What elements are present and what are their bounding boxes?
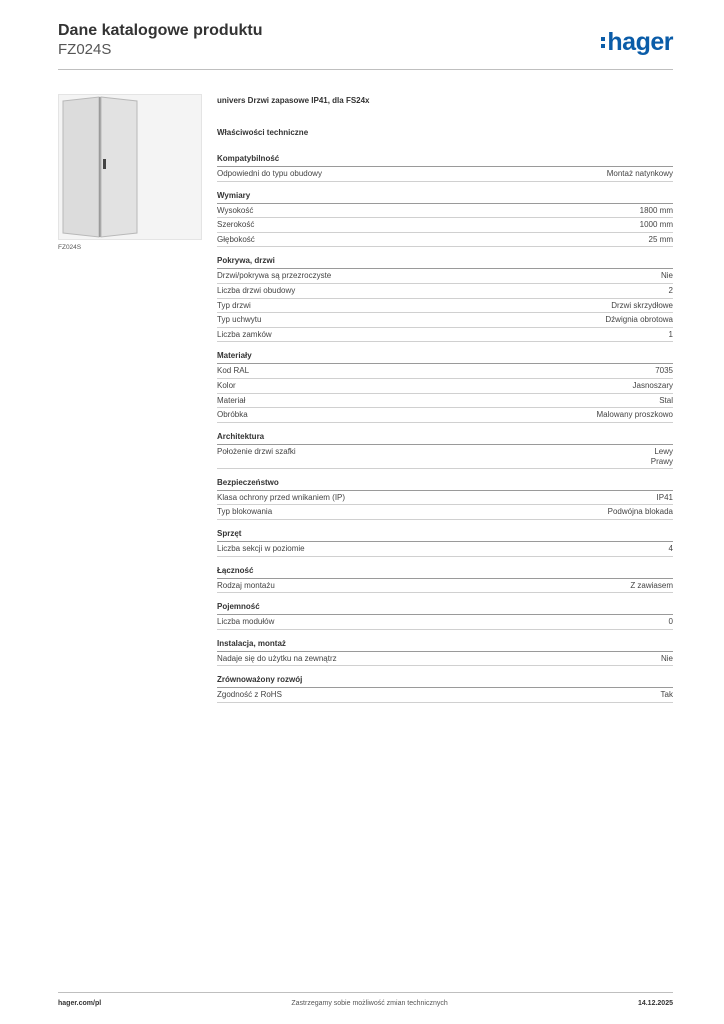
- image-caption: FZ024S: [58, 244, 82, 251]
- document-title: Dane katalogowe produktu: [58, 22, 263, 39]
- spec-label: Szerokość: [217, 220, 255, 230]
- spec-label: Zgodność z RoHS: [217, 690, 282, 700]
- spec-section: [217, 528, 673, 557]
- spec-value: 0: [668, 617, 673, 627]
- spec-value: Z zawiasem: [630, 580, 673, 590]
- product-details: [217, 96, 673, 711]
- spec-row: [217, 299, 673, 314]
- spec-label: Drzwi/pokrywa są przezroczyste: [217, 271, 332, 281]
- spec-label: Liczba zamków: [217, 329, 272, 339]
- spec-label: Liczba modułów: [217, 617, 275, 627]
- spec-section: [217, 153, 673, 182]
- spec-value: Podwójna blokada: [607, 507, 673, 517]
- spec-row: [217, 204, 673, 219]
- section-title: Pokrywa, drzwi: [217, 255, 673, 269]
- spec-row: [217, 408, 673, 423]
- spec-section: [217, 565, 673, 594]
- spec-section: [217, 190, 673, 248]
- spec-row: [217, 218, 673, 233]
- spec-section: [217, 431, 673, 469]
- page-header: [58, 22, 673, 70]
- spec-value: Nie: [660, 271, 673, 281]
- spec-label: Liczba sekcji w poziomie: [217, 543, 305, 553]
- spec-label: Odpowiedni do typu obudowy: [217, 169, 322, 178]
- spec-value: 1800 mm: [639, 205, 673, 215]
- spec-row: [217, 328, 673, 343]
- spec-row: [217, 579, 673, 594]
- spec-value: IP41: [656, 492, 673, 502]
- spec-row: [217, 313, 673, 328]
- spec-value: Drzwi skrzydłowe: [611, 300, 673, 310]
- spec-value: 4: [668, 543, 673, 553]
- section-title: Kompatybilność: [217, 153, 673, 167]
- spec-value: Lewy Prawy: [650, 446, 673, 466]
- spec-value: Stal: [659, 395, 673, 405]
- spec-row: [217, 615, 673, 630]
- spec-value: 1000 mm: [639, 220, 673, 230]
- section-title: Bezpieczeństwo: [217, 477, 673, 491]
- hager-logo: [601, 28, 673, 57]
- spec-value: Malowany proszkowo: [596, 410, 673, 420]
- spec-section: [217, 638, 673, 667]
- website-link[interactable]: hager.com/pl: [58, 1000, 102, 1007]
- section-title: Instalacja, montaż: [217, 638, 673, 652]
- spec-label: Głębokość: [217, 234, 255, 244]
- spec-value: 1: [668, 329, 673, 339]
- spec-value: Jasnoszary: [632, 380, 673, 390]
- spec-label: Rodzaj montażu: [217, 580, 275, 590]
- spec-sections: [217, 153, 673, 703]
- spec-label: Klasa ochrony przed wnikaniem (IP): [217, 492, 346, 502]
- spec-value: Nie: [660, 653, 673, 663]
- double-door-illustration: [59, 95, 203, 241]
- spec-label: Obróbka: [217, 410, 248, 420]
- product-image: [58, 94, 202, 240]
- spec-row: [217, 269, 673, 284]
- spec-section: [217, 674, 673, 703]
- spec-label: Kolor: [217, 380, 236, 390]
- spec-section: [217, 477, 673, 520]
- spec-row: [217, 688, 673, 703]
- logo-text: hager: [607, 28, 673, 56]
- spec-row: [217, 379, 673, 394]
- footer-date: 14.12.2025: [637, 1000, 673, 1007]
- spec-value: Dźwignia obrotowa: [605, 315, 673, 325]
- spec-row: [217, 233, 673, 248]
- spec-value: 25 mm: [648, 234, 673, 244]
- logo-dots-icon: [601, 37, 605, 48]
- spec-label: Wysokość: [217, 205, 254, 215]
- section-title: Materiały: [217, 350, 673, 364]
- section-title: Zrównoważony rozwój: [217, 674, 673, 688]
- technical-properties-title: Właściwości techniczne: [217, 128, 309, 137]
- spec-label: Typ drzwi: [217, 300, 251, 310]
- spec-label: Kod RAL: [217, 366, 250, 376]
- spec-value: 7035: [655, 366, 673, 376]
- spec-label: Materiał: [217, 395, 246, 405]
- spec-row: [217, 284, 673, 299]
- spec-row: [217, 445, 673, 469]
- section-title: Łączność: [217, 565, 673, 579]
- spec-row: [217, 505, 673, 520]
- spec-section: [217, 255, 673, 342]
- section-title: Wymiary: [217, 190, 673, 204]
- section-title: Architektura: [217, 431, 673, 445]
- spec-value: Montaż natynkowy: [606, 169, 673, 178]
- spec-section: [217, 350, 673, 422]
- section-title: Pojemność: [217, 601, 673, 615]
- page-footer: [58, 992, 673, 1007]
- spec-section: [217, 601, 673, 630]
- footer-notice: Zastrzegamy sobie możliwość zmian technicznych: [291, 1000, 448, 1007]
- spec-row: [217, 652, 673, 667]
- product-code: FZ024S: [58, 41, 112, 58]
- spec-value: Tak: [660, 690, 673, 700]
- spec-row: [217, 394, 673, 409]
- product-description: univers Drzwi zapasowe IP41, dla FS24x: [217, 96, 370, 105]
- spec-label: Liczba drzwi obudowy: [217, 285, 296, 295]
- spec-row: [217, 491, 673, 506]
- spec-value: 2: [668, 285, 673, 295]
- spec-row: [217, 542, 673, 557]
- spec-label: Typ blokowania: [217, 507, 273, 517]
- section-title: Sprzęt: [217, 528, 673, 542]
- spec-row: [217, 364, 673, 379]
- spec-label: Nadaje się do użytku na zewnątrz: [217, 653, 337, 663]
- spec-label: Położenie drzwi szafki: [217, 446, 296, 456]
- spec-label: Typ uchwytu: [217, 315, 262, 325]
- spec-row: [217, 167, 673, 182]
